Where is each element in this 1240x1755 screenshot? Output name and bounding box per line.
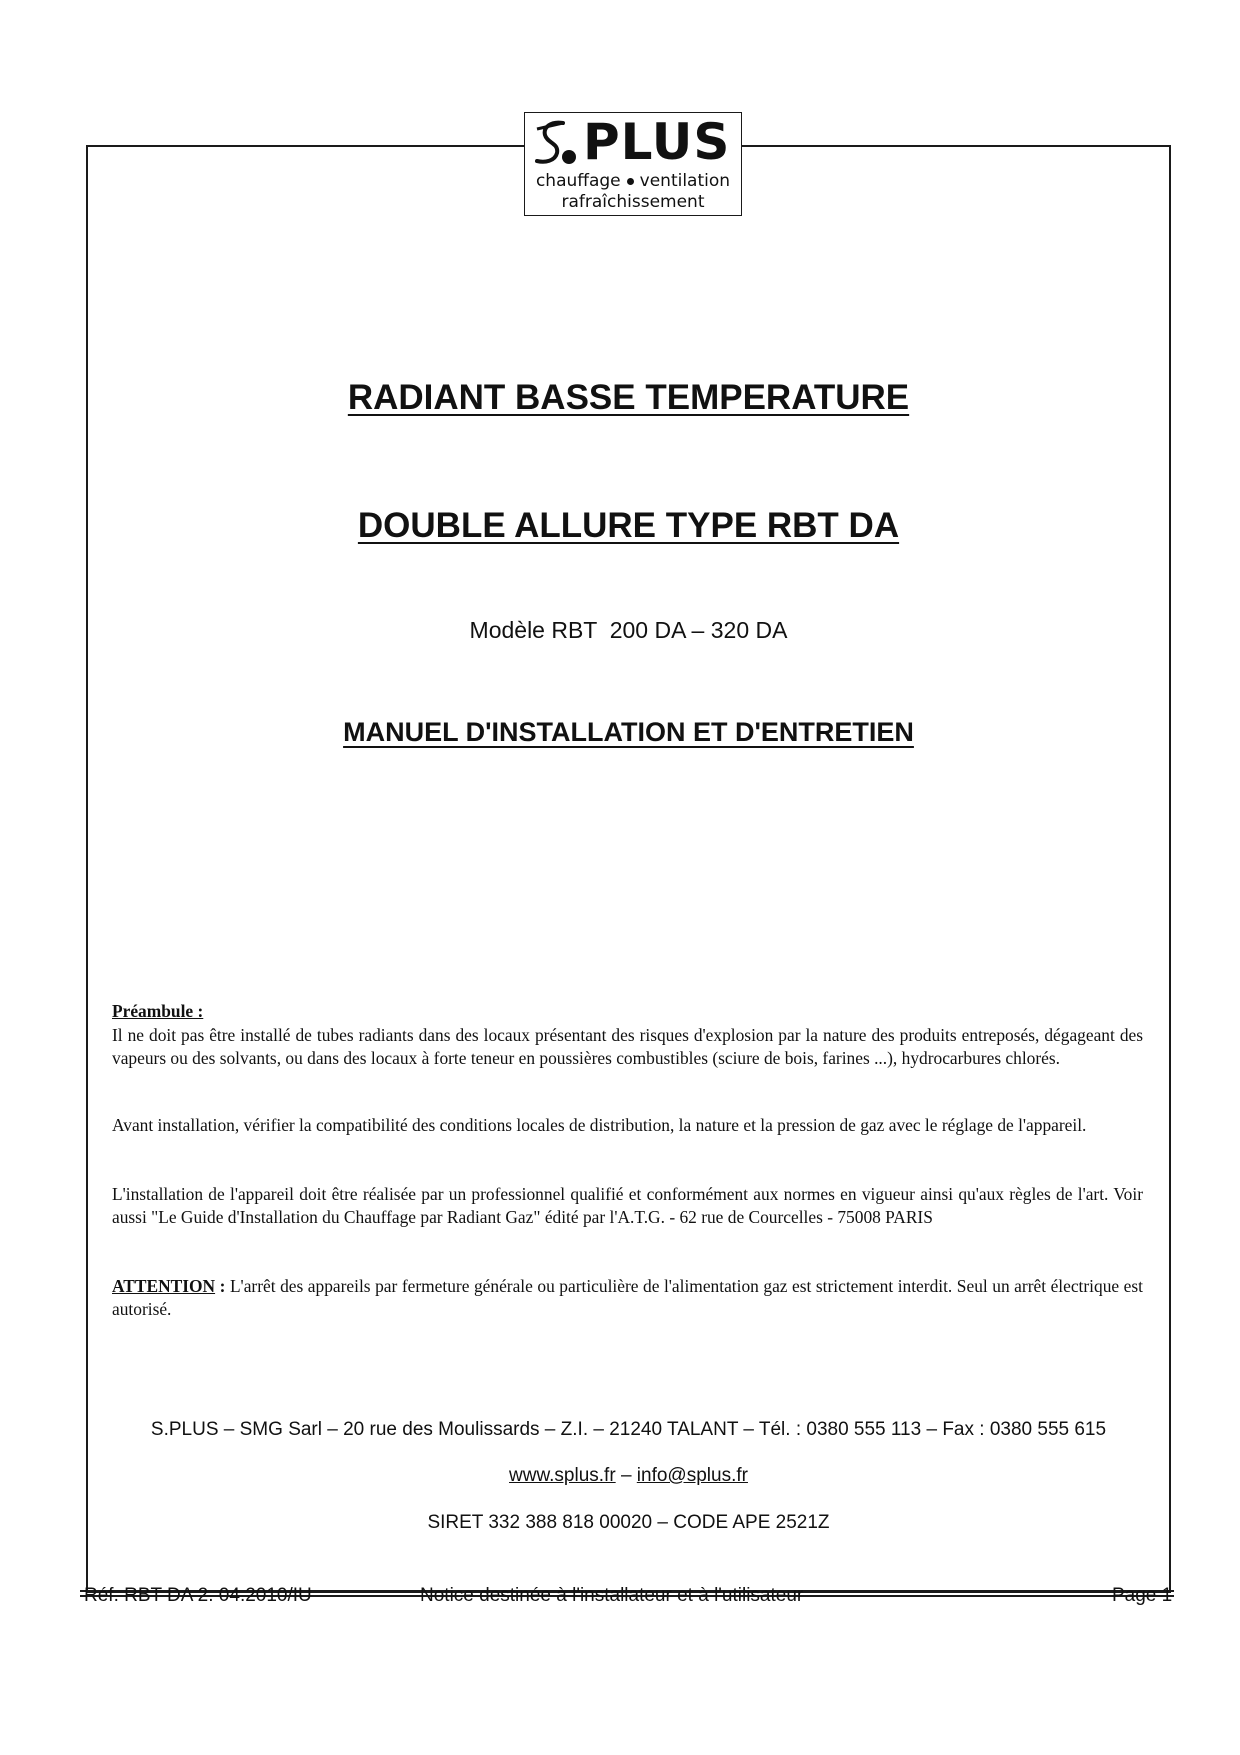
logo-tagline-2: rafraîchissement <box>561 192 705 212</box>
logo-brand: PLUS <box>583 113 731 171</box>
web-contacts: www.splus.fr – info@splus.fr <box>509 1465 748 1486</box>
preamble-paragraph-3: L'installation de l'appareil doit être réalisée par un professionnel qualifié et conformément aux normes en vigueur ainsi qu'aux règles de l'art. Voir aussi "Le Guide d'Installation du Chauffage par Radiant Gaz" édité par l'A.T.G. - 62 rue de Courcelles - 75008 PARIS <box>112 1184 1143 1227</box>
attention-label: ATTENTION <box>112 1276 216 1296</box>
company-address: S.PLUS – SMG Sarl – 20 rue des Moulissards – Z.I. – 21240 TALANT – Tél. : 0380 555 113 – Fax : 0380 555 615 <box>150 1419 1107 1440</box>
logo-tagline-1: chauffage ventilation <box>535 171 731 191</box>
attention-paragraph: ATTENTION : L'arrêt des appareils par fermeture générale ou particulière de l'alimentation gaz est strictement interdit. Seul un arrêt électrique est autorisé. <box>112 1276 1143 1319</box>
footer-reference: Réf. RBT DA 2. 04.2010/IU <box>84 1585 312 1606</box>
page-frame <box>86 145 1171 1593</box>
bullet-icon <box>627 178 634 185</box>
footer-page-number: Page 1 <box>1112 1585 1173 1606</box>
preamble-paragraph-2: Avant installation, vérifier la compatibilité des conditions locales de distribution, la nature et la pression de gaz avec le réglage de l'appareil. <box>112 1115 1087 1135</box>
logo-mark-icon <box>533 117 581 169</box>
sub-title: DOUBLE ALLURE TYPE RBT DA <box>357 506 900 545</box>
manual-title: MANUEL D'INSTALLATION ET D'ENTRETIEN <box>343 717 914 747</box>
email-link[interactable]: info@splus.fr <box>636 1465 748 1486</box>
preamble-label: Préambule : <box>112 1001 204 1021</box>
website-link[interactable]: www.splus.fr <box>509 1465 616 1486</box>
footer-notice: Notice destinée à l'installateur et à l'utilisateur <box>420 1585 804 1606</box>
company-logo <box>524 112 742 216</box>
model-line: Modèle RBT 200 DA – 320 DA <box>469 617 788 643</box>
main-title: RADIANT BASSE TEMPERATURE <box>347 378 910 417</box>
siret-line: SIRET 332 388 818 00020 – CODE APE 2521Z <box>427 1512 830 1533</box>
preamble-paragraph-1: Il ne doit pas être installé de tubes radiants dans des locaux présentant des risques d'explosion par la nature des produits entreposés, dégageant des vapeurs ou des solvants, ou dans des locaux à forte teneur en poussières combustibles (sciure de bois, farines ...), hydrocarbures chlorés. <box>112 1025 1143 1068</box>
